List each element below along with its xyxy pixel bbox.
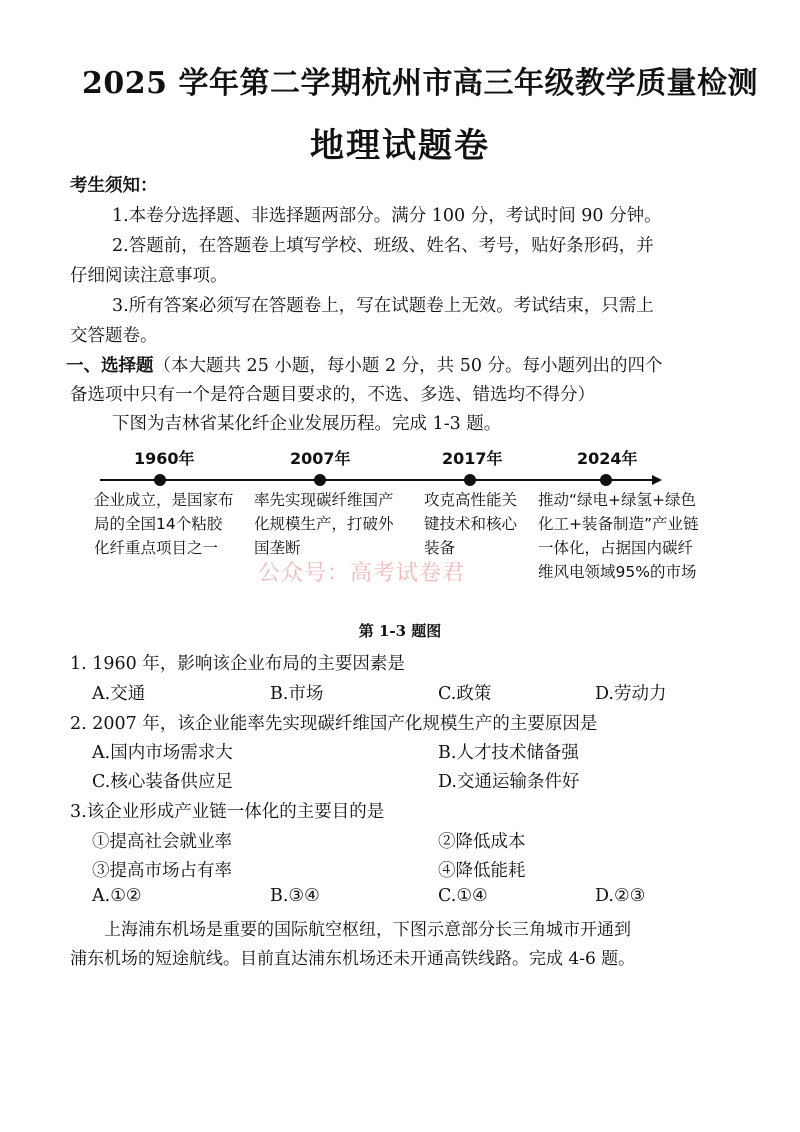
section-heading: 一、选择题 (66, 356, 154, 376)
option-a[interactable]: A.交通 (92, 684, 146, 704)
arrow-icon (652, 475, 662, 485)
option-c[interactable]: C.政策 (438, 684, 492, 704)
section-desc: （本大题共 25 小题，每小题 2 分，共 50 分。每小题列出的四个 (153, 356, 663, 376)
timeline-desc: 攻克高性能关键技术和核心装备 (424, 491, 518, 557)
figure-caption: 第 1-3 题图 (358, 622, 442, 640)
timeline-year: 2017年 (442, 449, 503, 468)
timeline-desc: 企业成立，是国家布局的全国14个粘胶化纤重点项目之一 (94, 491, 234, 557)
timeline-point (314, 474, 326, 486)
timeline-point (464, 474, 476, 486)
intro-4-6-line1: 上海浦东机场是重要的国际航空枢纽，下图示意部分长三角城市开通到 (104, 920, 631, 940)
intro-1-3: 下图为吉林省某化纤企业发展历程。完成 1-3 题。 (112, 414, 502, 434)
option-b[interactable]: B.人才技术储备强 (438, 743, 579, 763)
notice-heading: 考生须知： (70, 176, 158, 196)
option-b[interactable]: B.市场 (270, 684, 324, 704)
option-d[interactable]: D.交通运输条件好 (438, 772, 580, 792)
option-d[interactable]: D.劳动力 (595, 684, 667, 704)
question-stem: 1. 1960 年，影响该企业布局的主要因素是 (70, 654, 405, 674)
timeline-desc: 推动“绿电+绿氢+绿色化工+装备制造”产业链一体化，占据国内碳纤维风电领域95%的市场 (538, 491, 699, 581)
option-b[interactable]: B.③④ (270, 886, 320, 906)
statement: ①提高社会就业率 (92, 832, 232, 852)
statement: ②降低成本 (438, 832, 526, 852)
exam-title: 2025 学年第二学期杭州市高三年级教学质量检测 (82, 66, 758, 101)
statement: ③提高市场占有率 (92, 861, 232, 881)
notice-item: 仔细阅读注意事项。 (70, 266, 228, 286)
notice-item: 3.所有答案必须写在答题卷上，写在试题卷上无效。考试结束，只需上 (112, 296, 654, 316)
timeline-point (600, 474, 612, 486)
notice-item: 交答题卷。 (70, 326, 158, 346)
option-c[interactable]: C.核心装备供应足 (92, 772, 233, 792)
notice-item: 2.答题前，在答题卷上填写学校、班级、姓名、考号，贴好条形码，并 (112, 236, 654, 256)
exam-subtitle: 地理试题卷 (310, 126, 490, 166)
question-stem: 3.该企业形成产业链一体化的主要目的是 (70, 802, 385, 822)
notice-item: 1.本卷分选择题、非选择题两部分。满分 100 分，考试时间 90 分钟。 (112, 206, 662, 226)
timeline-point (154, 474, 166, 486)
option-c[interactable]: C.①④ (438, 886, 488, 906)
option-a[interactable]: A.①② (92, 886, 142, 906)
section-heading-line (66, 352, 663, 377)
option-a[interactable]: A.国内市场需求大 (92, 743, 233, 763)
option-d[interactable]: D.②③ (595, 886, 646, 906)
timeline-year: 1960年 (134, 449, 195, 468)
timeline-year: 2007年 (290, 449, 351, 468)
timeline-axis (0, 470, 800, 490)
watermark: 公众号：高考试卷君 (258, 561, 466, 586)
timeline-year: 2024年 (577, 449, 638, 468)
section-desc-line2: 备选项中只有一个是符合题目要求的，不选、多选、错选均不得分） (70, 385, 595, 405)
statement: ④降低能耗 (438, 861, 526, 881)
timeline-desc: 率先实现碳纤维国产化规模生产，打破外国垄断 (254, 491, 394, 557)
intro-4-6-line2: 浦东机场的短途航线。目前直达浦东机场还未开通高铁线路。完成 4-6 题。 (70, 949, 636, 969)
question-stem: 2. 2007 年，该企业能率先实现碳纤维国产化规模生产的主要原因是 (70, 714, 598, 734)
